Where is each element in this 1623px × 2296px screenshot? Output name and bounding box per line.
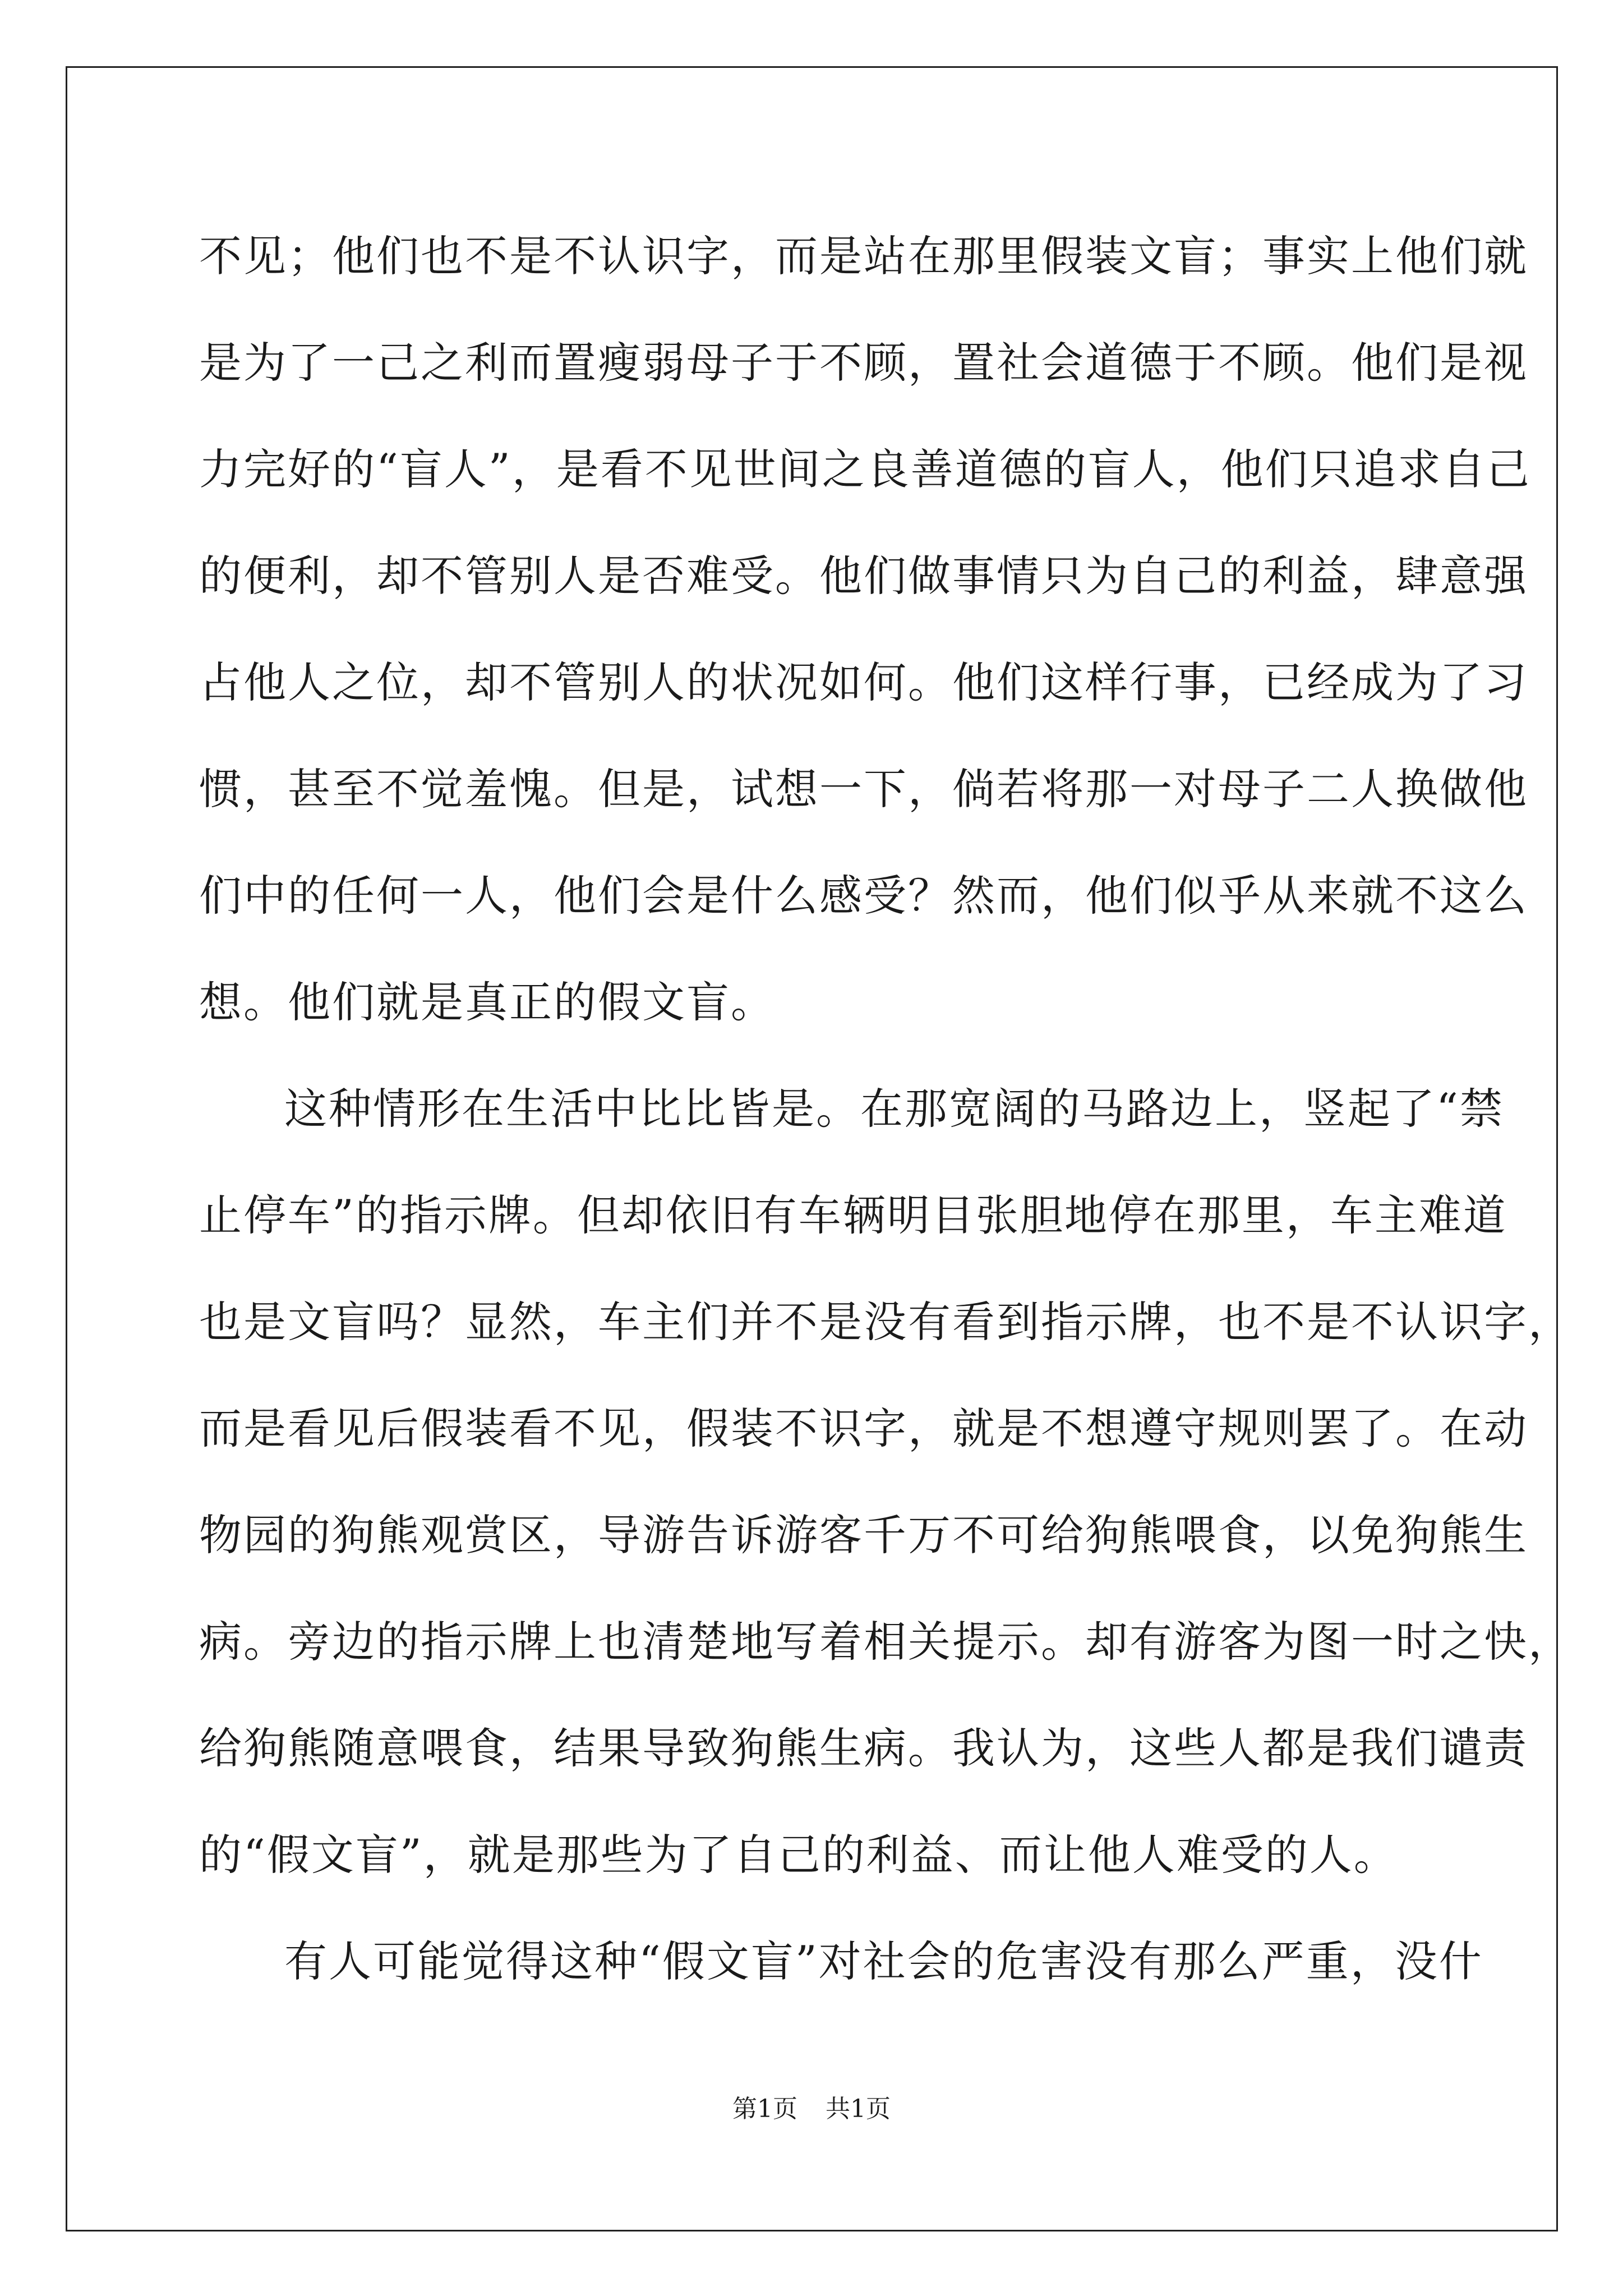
text-line: 不见；他们也不是不认识字，而是站在那里假装文盲；事实上他们就: [199, 231, 1528, 281]
text-line: 的“假文盲”，就是那些为了自己的利益、而让他人难受的人。: [199, 1830, 1398, 1880]
text-line: 想。他们就是真正的假文盲。: [199, 977, 775, 1027]
text-line: 惯，甚至不觉羞愧。但是，试想一下，倘若将那一对母子二人换做他: [199, 764, 1528, 814]
document-body: [199, 203, 1573, 2015]
text-line: 物园的狗熊观赏区，导游告诉游客千万不可给狗熊喂食，以免狗熊生: [199, 1510, 1528, 1560]
text-line: 力完好的“盲人”，是看不见世间之良善道德的盲人，他们只追求自己: [199, 444, 1531, 494]
text-line: 给狗熊随意喂食，结果导致狗熊生病。我认为，这些人都是我们谴责: [199, 1723, 1528, 1773]
text-line: 止停车”的指示牌。但却依旧有车辆明目张胆地停在那里，车主难道: [199, 1190, 1507, 1240]
text-line: 们中的任何一人，他们会是什么感受？然而，他们似乎从来就不这么: [199, 871, 1528, 921]
text-line: 是为了一己之利而置瘦弱母子于不顾，置社会道德于不顾。他们是视: [199, 338, 1528, 388]
page-total: 共1页: [826, 2095, 891, 2123]
text-line: 占他人之位，却不管别人的状况如何。他们这样行事，已经成为了习: [199, 657, 1528, 707]
page-footer: [0, 2092, 1623, 2126]
paragraph-start-line: 有人可能觉得这种“假文盲”对社会的危害没有那么严重，没什: [284, 1936, 1483, 1986]
text-line: 也是文盲吗？显然，车主们并不是没有看到指示牌，也不是不认识字，: [199, 1297, 1573, 1347]
page-number: 第1页: [732, 2095, 797, 2123]
paragraph-start-line: 这种情形在生活中比比皆是。在那宽阔的马路边上，竖起了“禁: [284, 1084, 1504, 1134]
text-line: 的便利，却不管别人是否难受。他们做事情只为自己的利益，肆意强: [199, 551, 1528, 601]
text-line: 病。旁边的指示牌上也清楚地写着相关提示。却有游客为图一时之快，: [199, 1617, 1573, 1667]
text-line: 而是看见后假装看不见，假装不识字，就是不想遵守规则罢了。在动: [199, 1404, 1528, 1453]
